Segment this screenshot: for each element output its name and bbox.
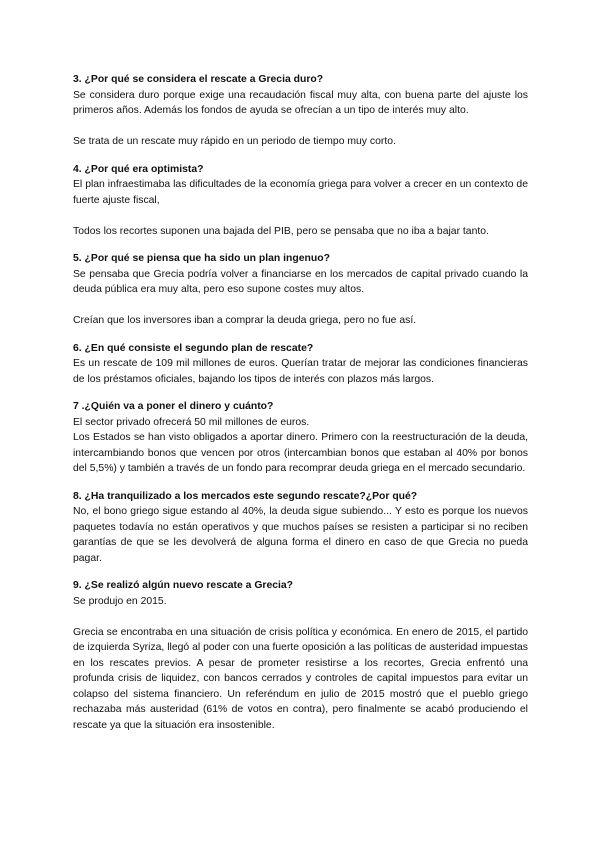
section-heading: 9. ¿Se realizó algún nuevo rescate a Grecia? [73,580,294,591]
section-heading: 6. ¿En qué consiste el segundo plan de rescate? [73,342,314,354]
section-heading: 5. ¿Por qué se piensa que ha sido un plan ingenuo? [73,253,330,264]
paragraph: Creían que los inversores iban a comprar la deuda griega, pero no fue así. [73,315,417,326]
section-4 [73,162,528,240]
section-9 [73,578,528,733]
paragraph: Se produjo en 2015. [73,595,167,607]
section-heading: 8. ¿Ha tranquilizado a los mercados este segundo rescate?¿Por qué? [73,490,418,502]
section-5 [73,251,528,329]
document-page [73,72,528,745]
paragraph: El sector privado ofrecerá 50 mil millones de euros. [73,416,310,428]
section-heading: 4. ¿Por qué era optimista? [73,163,204,175]
section-6 [73,341,528,388]
paragraph: Todos los recortes suponen una bajada del PIB, pero se pensaba que no iba a bajar tanto. [73,225,489,237]
section-8 [73,489,528,567]
paragraph: Es un rescate de 109 mil millones de euros. Querían tratar de mejorar las condiciones financieras de los préstamos oficiales, bajando los tipos de interés con plazos más largos. [73,358,528,385]
paragraph: Grecia se encontraba en una situación de crisis política y económica. En enero de 2015, el partido de izquierda Syriza, llegó al poder con una fuerte oposición a las políticas de austeridad impuestas en los rescates previos. A pesar de prometer resistirse a los recortes, Grecia enfrentó una profunda crisis de liquidez, con bancos cerrados y controles de capital impuestos para evitar un colapso del sistema financiero. Un referéndum en julio de 2015 mostró que el pueblo griego rechazaba más austeridad (61% de votos en contra), pero finalmente se acabó produciendo el rescate ya que la situación era insostenible. [73,626,528,731]
section-heading: 3. ¿Por qué se considera el rescate a Grecia duro? [73,74,324,85]
section-3 [73,72,528,150]
paragraph: Se trata de un rescate muy rápido en un periodo de tiempo muy corto. [73,136,396,147]
paragraph: Se considera duro porque exige una recaudación fiscal muy alta, con buena parte del ajuste los primeros años. Además los fondos de ayuda se ofrecían a un tipo de interés muy alto. [73,89,528,116]
paragraph: Los Estados se han visto obligados a aportar dinero. Primero con la reestructuración de la deuda, intercambiando bonos que vencen por otros (intercambian bonos que estaban al 40% por bonos del 5,5%) y también a través de un fondo para recomprar deuda griega en el mercado secundario. [73,432,528,474]
paragraph: El plan infraestimaba las dificultades de la economía griega para volver a crecer en un contexto de fuerte ajuste fiscal, [73,179,528,206]
section-heading: 7 .¿Quién va a poner el dinero y cuánto? [73,401,274,412]
section-7 [73,399,528,477]
paragraph: Se pensaba que Grecia podría volver a financiarse en los mercados de capital privado cuando la deuda pública era muy alta, pero eso supone costes muy altos. [73,268,528,295]
paragraph: No, el bono griego sigue estando al 40%, la deuda sigue subiendo... Y esto es porque los nuevos paquetes todavía no están operativos y que muchos países se resisten a participar si no reciben garantías de que se les devolverá de alguna forma el dinero en caso de que Grecia no pueda pagar. [73,506,528,564]
